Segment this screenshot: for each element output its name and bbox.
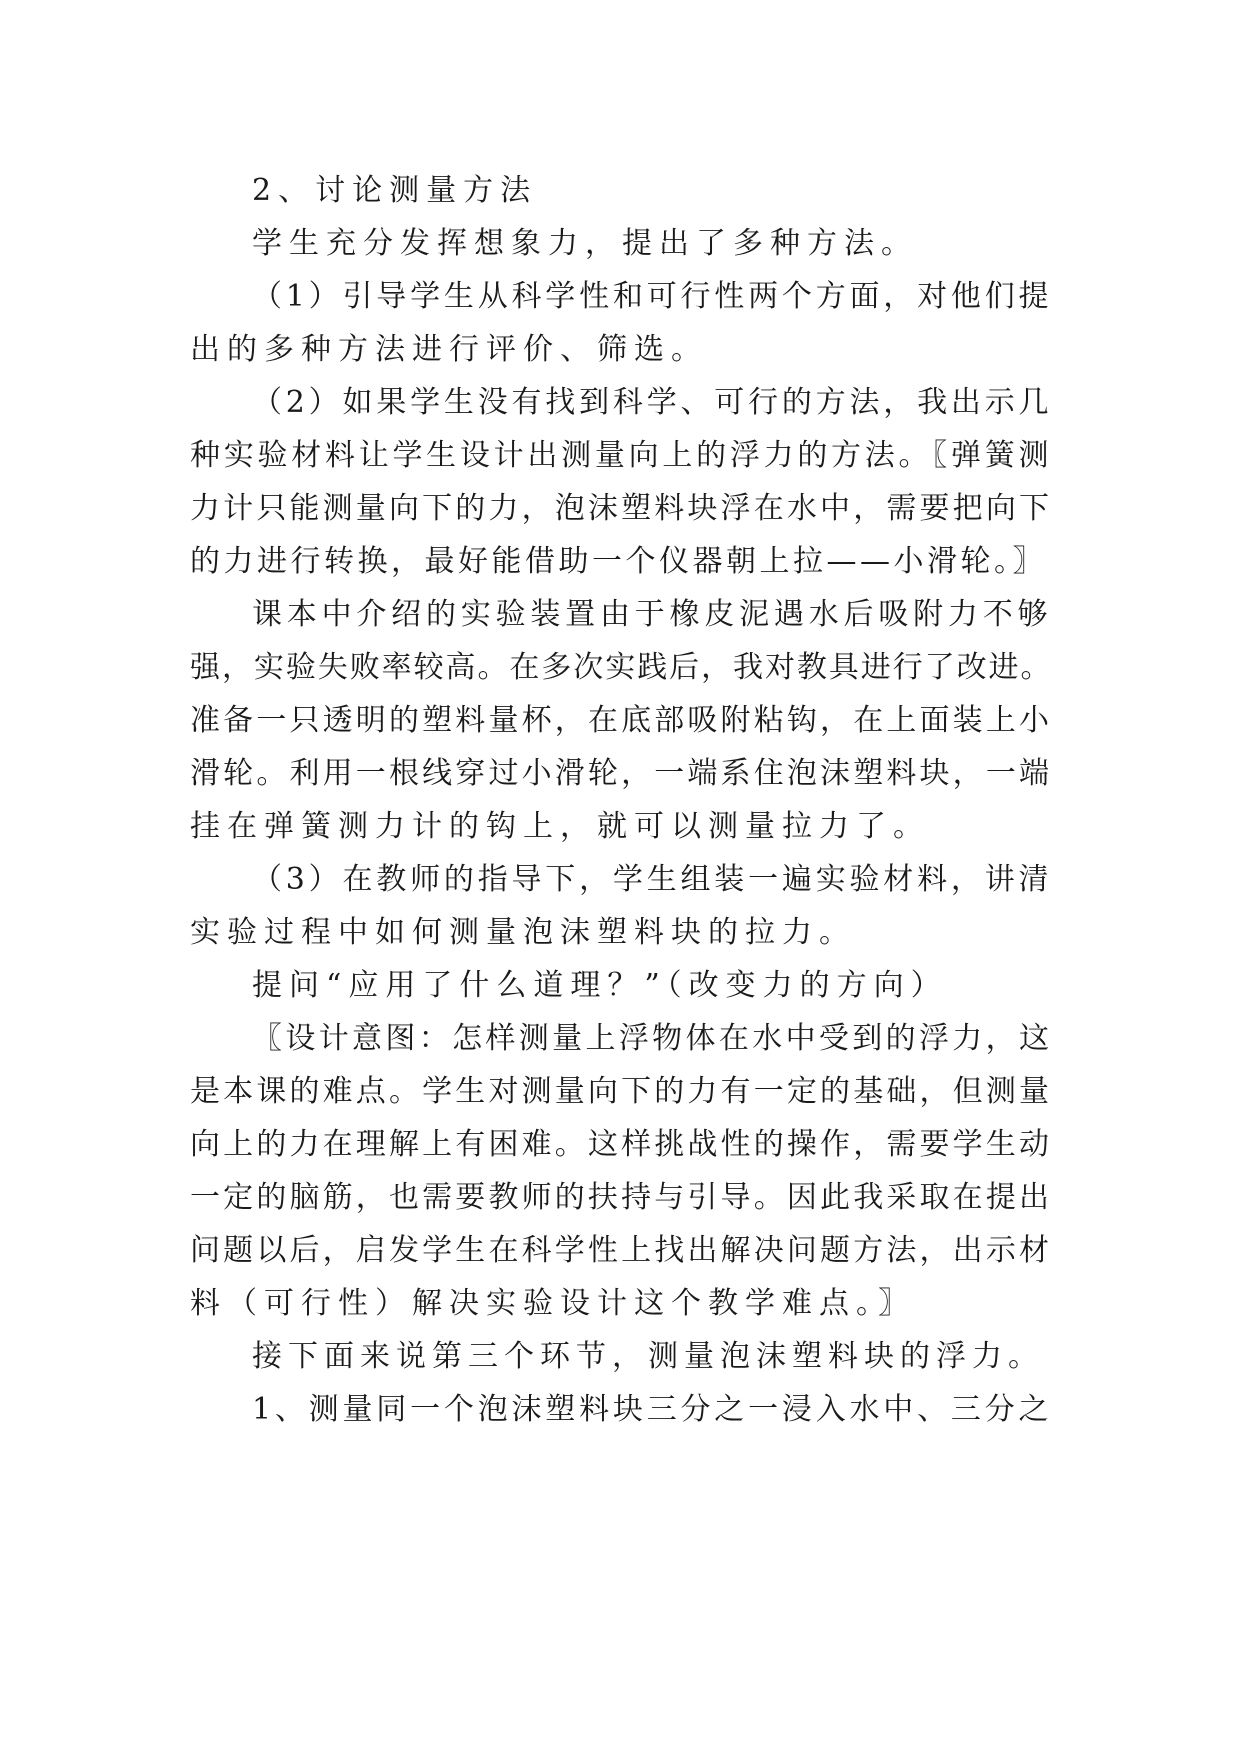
paragraph-line: （1）引导学生从科学性和可行性两个方面，对他们提 xyxy=(252,279,1052,314)
paragraph-line: 〖设计意图：怎样测量上浮物体在水中受到的浮力，这 xyxy=(252,1021,1052,1056)
paragraph-line: 实验过程中如何测量泡沫塑料块的拉力。 xyxy=(190,915,856,950)
paragraph-line: 课本中介绍的实验装置由于橡皮泥遇水后吸附力不够 xyxy=(252,597,1052,632)
paragraph-line: 接下面来说第三个环节，测量泡沫塑料块的浮力。 xyxy=(252,1339,1044,1374)
paragraph-line: 滑轮。利用一根线穿过小滑轮，一端系住泡沫塑料块，一端 xyxy=(190,756,1052,791)
paragraph-line: 的力进行转换，最好能借助一个仪器朝上拉——小滑轮。〗 xyxy=(190,544,1046,579)
paragraph-line: 1、测量同一个泡沫塑料块三分之一浸入水中、三分之 xyxy=(252,1392,1052,1427)
section-heading: 2、讨论测量方法 xyxy=(252,173,538,208)
paragraph-line: （2）如果学生没有找到科学、可行的方法，我出示几 xyxy=(252,385,1052,420)
paragraph-line: 学生充分发挥想象力，提出了多种方法。 xyxy=(252,226,918,261)
paragraph-line: 种实验材料让学生设计出测量向上的浮力的方法。〖弹簧测 xyxy=(190,438,1052,473)
paragraph-line: 出的多种方法进行评价、筛选。 xyxy=(190,332,708,367)
paragraph-line: 准备一只透明的塑料量杯，在底部吸附粘钩，在上面装上小 xyxy=(190,703,1052,738)
paragraph-line: 力计只能测量向下的力，泡沫塑料块浮在水中，需要把向下 xyxy=(190,491,1052,526)
paragraph-line: 向上的力在理解上有困难。这样挑战性的操作，需要学生动 xyxy=(190,1127,1052,1162)
paragraph-line: 料（可行性）解决实验设计这个教学难点。〗 xyxy=(190,1286,915,1321)
paragraph-line: 一定的脑筋，也需要教师的扶持与引导。因此我采取在提出 xyxy=(190,1180,1052,1215)
paragraph-line: 强，实验失败率较高。在多次实践后，我对教具进行了改进。 xyxy=(190,650,1052,685)
paragraph-line: 挂在弹簧测力计的钩上，就可以测量拉力了。 xyxy=(190,809,930,844)
paragraph-line: 提问“应用了什么道理？”（改变力的方向） xyxy=(252,968,948,1003)
paragraph-line: 是本课的难点。学生对测量向下的力有一定的基础，但测量 xyxy=(190,1074,1052,1109)
paragraph-line: （3）在教师的指导下，学生组装一遍实验材料，讲清 xyxy=(252,862,1052,897)
paragraph-line: 问题以后，启发学生在科学性上找出解决问题方法，出示材 xyxy=(190,1233,1052,1268)
